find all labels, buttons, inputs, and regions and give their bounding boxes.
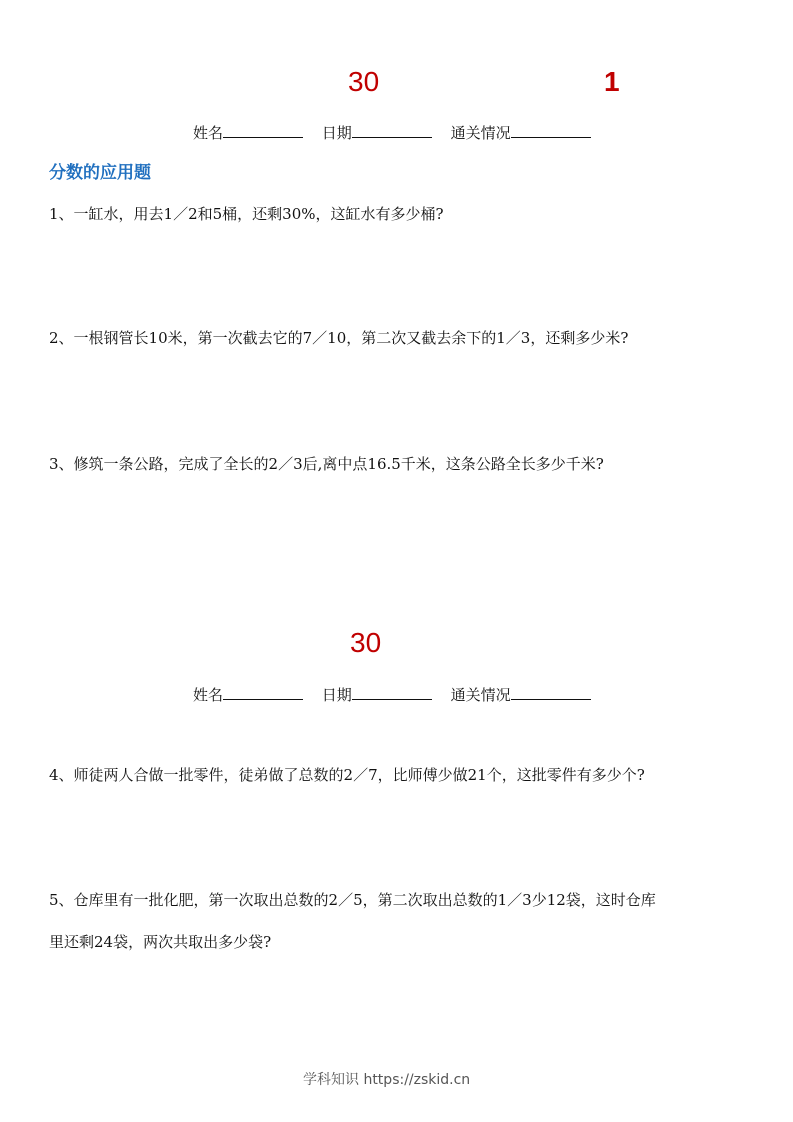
question-5-line-1: 5、仓库里有一批化肥，第一次取出总数的2／5，第二次取出总数的1／3少12袋，这时仓库 bbox=[49, 891, 656, 909]
name-blank[interactable] bbox=[223, 124, 303, 138]
date-blank[interactable] bbox=[352, 124, 432, 138]
title-number-left: 30 bbox=[348, 66, 380, 97]
info-line-second bbox=[193, 686, 591, 703]
name-label: 姓名 bbox=[193, 686, 224, 704]
status-blank[interactable] bbox=[511, 124, 591, 138]
question-2: 2、一根钢管长10米，第一次截去它的7／10，第二次又截去余下的1／3，还剩多少米? bbox=[49, 329, 629, 347]
status-blank[interactable] bbox=[511, 686, 591, 700]
name-blank[interactable] bbox=[223, 686, 303, 700]
date-label: 日期 bbox=[321, 686, 352, 704]
date-blank[interactable] bbox=[352, 686, 432, 700]
status-label: 通关情况 bbox=[450, 124, 511, 142]
section-heading: 分数的应用题 bbox=[49, 163, 151, 183]
footer-watermark: 学科知识 https://zskid.cn bbox=[303, 1072, 471, 1088]
title-number-second: 30 bbox=[350, 627, 382, 658]
question-4: 4、师徒两人合做一批零件，徒弟做了总数的2／7，比师傅少做21个，这批零件有多少个? bbox=[49, 766, 645, 784]
name-label: 姓名 bbox=[193, 124, 224, 142]
info-line bbox=[193, 124, 591, 141]
question-1: 1、一缸水，用去1／2和5桶，还剩30%，这缸水有多少桶? bbox=[49, 205, 444, 223]
status-label: 通关情况 bbox=[450, 686, 511, 704]
question-3: 3、修筑一条公路，完成了全长的2／3后,离中点16.5千米，这条公路全长多少千米? bbox=[49, 455, 604, 473]
date-label: 日期 bbox=[321, 124, 352, 142]
question-5-line-2: 里还剩24袋，两次共取出多少袋? bbox=[49, 933, 272, 951]
title-number-right: 1 bbox=[604, 66, 620, 97]
